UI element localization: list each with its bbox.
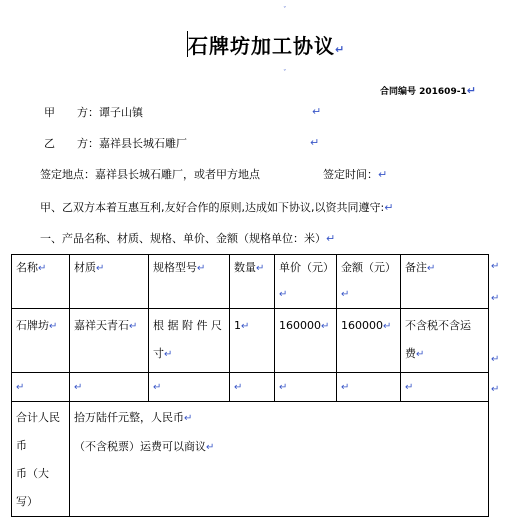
cell-mark: ↵ xyxy=(241,321,250,332)
table-total-row xyxy=(12,402,489,517)
cell-unit-price[interactable]: 160000↵ xyxy=(275,309,337,373)
cell-material[interactable]: 嘉祥天青石↵ xyxy=(70,309,149,373)
section-1-heading[interactable]: 一、产品名称、材质、规格、单价、金额（规格单位：米）↵ xyxy=(40,232,336,245)
cell-empty[interactable] xyxy=(401,373,489,402)
table-header-row xyxy=(12,255,489,309)
cell-empty[interactable] xyxy=(275,373,337,402)
cell-mark: ↵ xyxy=(383,321,392,332)
cell-mark: ↵ xyxy=(416,349,425,360)
cell-mark: ↵ xyxy=(234,382,243,393)
signing-line[interactable] xyxy=(40,166,260,182)
cell-mark: ↵ xyxy=(49,321,58,332)
cell-empty[interactable] xyxy=(149,373,230,402)
cell-mark: ↵ xyxy=(153,382,162,393)
signing-place-label: 签定地点： xyxy=(40,168,95,181)
cell-qty[interactable]: 1↵ xyxy=(230,309,275,373)
row-end-mark: ↵ xyxy=(491,293,500,304)
header-cell-unit-price[interactable]: 单价（元）↵ xyxy=(275,255,337,309)
cell-empty[interactable] xyxy=(230,373,275,402)
signing-place-value: 嘉祥县长城石雕厂，或者甲方地点 xyxy=(95,168,260,181)
paragraph-mark: ↵ xyxy=(310,136,320,149)
party-a-value: 谭子山镇 xyxy=(99,106,143,119)
cell-name[interactable]: 石牌坊↵ xyxy=(12,309,70,373)
signing-time-label: 签定时间： xyxy=(323,168,378,181)
format-mark-mid: ˇ xyxy=(283,69,287,77)
cell-spec[interactable]: 根 据 附 件 尺 寸↵ xyxy=(149,309,230,373)
cell-total-value[interactable]: 拾万陆仟元整，人民币↵ （不含税票）运费可以商议↵ xyxy=(70,402,489,517)
cell-mark: ↵ xyxy=(279,289,288,300)
contract-number[interactable]: 合同编号 201609-1↵ xyxy=(380,84,476,97)
cell-mark: ↵ xyxy=(206,442,215,453)
cell-mark: ↵ xyxy=(256,263,265,274)
cell-empty[interactable] xyxy=(12,373,70,402)
cell-mark: ↵ xyxy=(96,263,105,274)
cell-mark: ↵ xyxy=(164,349,173,360)
cell-mark: ↵ xyxy=(184,413,193,424)
cell-mark: ↵ xyxy=(74,382,83,393)
row-end-mark: ↵ xyxy=(491,384,500,395)
cell-mark: ↵ xyxy=(129,321,138,332)
header-cell-remark[interactable]: 备注↵ xyxy=(401,255,489,309)
cell-mark: ↵ xyxy=(197,263,206,274)
table-row xyxy=(12,373,489,402)
header-cell-material[interactable]: 材质↵ xyxy=(70,255,149,309)
format-mark-top: ˇ xyxy=(283,6,287,14)
header-cell-qty[interactable]: 数量↵ xyxy=(230,255,275,309)
header-cell-amount[interactable]: 金额（元）↵ xyxy=(337,255,401,309)
cell-remark[interactable]: 不含税不含运 费↵ xyxy=(401,309,489,373)
cell-mark: ↵ xyxy=(405,382,414,393)
party-a-label: 甲 方： xyxy=(44,106,99,119)
header-cell-spec[interactable]: 规格型号↵ xyxy=(149,255,230,309)
intro-paragraph[interactable]: 甲、乙双方本着互惠互利,友好合作的原则,达成如下协议,以资共同遵守:↵ xyxy=(40,201,394,214)
paragraph-mark: ↵ xyxy=(466,84,476,97)
cell-mark: ↵ xyxy=(321,321,330,332)
paragraph-mark: ↵ xyxy=(378,168,388,181)
cell-mark: ↵ xyxy=(341,289,350,300)
cell-mark: ↵ xyxy=(38,263,47,274)
paragraph-mark: ↵ xyxy=(326,232,336,245)
paragraph-mark: ↵ xyxy=(384,201,394,214)
cell-mark: ↵ xyxy=(279,382,288,393)
cell-mark: ↵ xyxy=(427,263,436,274)
party-b-line[interactable] xyxy=(44,135,187,151)
header-cell-name[interactable]: 名称↵ xyxy=(12,255,70,309)
cell-mark: ↵ xyxy=(341,382,350,393)
table-row xyxy=(12,309,489,373)
signing-time[interactable] xyxy=(323,166,387,182)
cell-mark: ↵ xyxy=(16,382,25,393)
cell-empty[interactable] xyxy=(70,373,149,402)
cell-empty[interactable] xyxy=(337,373,401,402)
cell-total-label[interactable]: 合计人民币 币（大写） xyxy=(12,402,70,517)
party-a-line[interactable] xyxy=(44,104,143,120)
document-title[interactable]: 石牌坊加工协议↵ xyxy=(188,34,346,58)
paragraph-mark: ↵ xyxy=(312,105,322,118)
party-b-value: 嘉祥县长城石雕厂 xyxy=(99,137,187,150)
party-b-label: 乙 方： xyxy=(44,137,99,150)
row-end-mark: ↵ xyxy=(491,261,500,272)
cell-amount[interactable]: 160000↵ xyxy=(337,309,401,373)
product-table xyxy=(11,254,489,517)
paragraph-mark: ↵ xyxy=(335,43,346,56)
row-end-mark: ↵ xyxy=(491,354,500,365)
